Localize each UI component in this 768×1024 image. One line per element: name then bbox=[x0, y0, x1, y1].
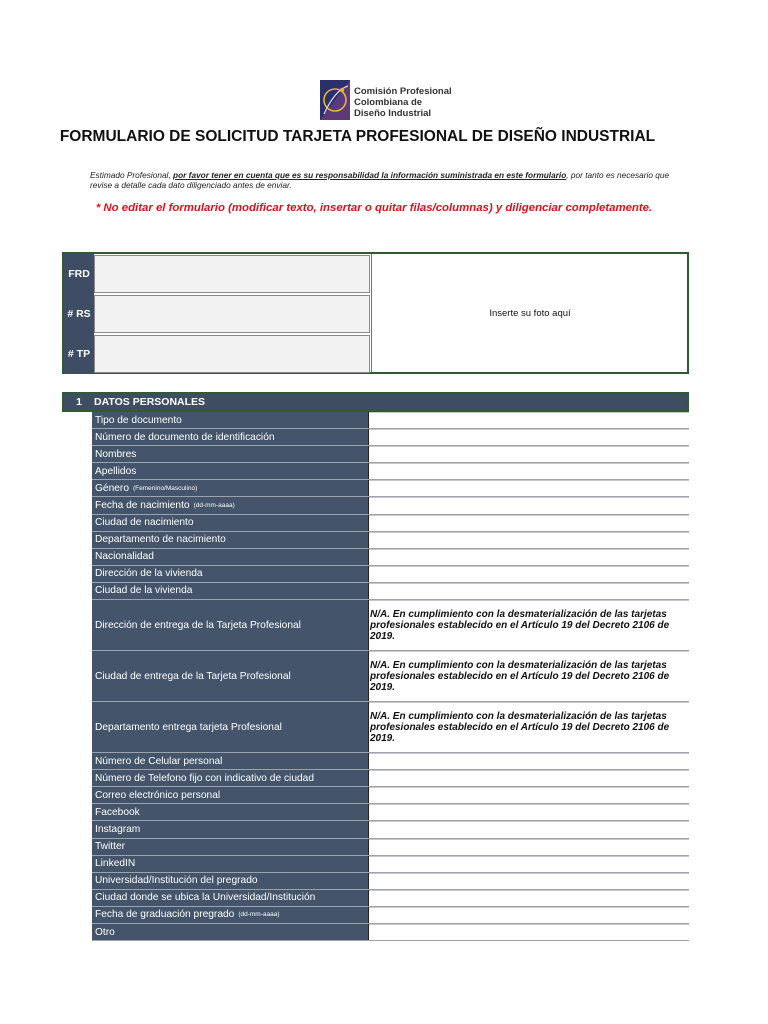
logo-line: Diseño Industrial bbox=[354, 108, 432, 119]
field-format-hint: (dd-mm-aaaa) bbox=[238, 911, 280, 919]
field-label bbox=[92, 651, 369, 701]
field-label bbox=[92, 446, 369, 462]
field-label bbox=[92, 463, 369, 479]
form-row bbox=[92, 821, 689, 838]
field-label-text: Ciudad de entrega de la Tarjeta Profesional bbox=[95, 670, 291, 682]
form-row bbox=[92, 412, 689, 429]
field-input[interactable] bbox=[369, 549, 689, 565]
logo-line: Comisión Profesional bbox=[354, 86, 452, 97]
field-label bbox=[92, 497, 369, 513]
section-number: 1 bbox=[76, 396, 82, 408]
field-input[interactable] bbox=[369, 924, 689, 940]
field-label-text: Número de Telefono fijo con indicativo de ciudad bbox=[95, 772, 314, 784]
field-label-text: Apellidos bbox=[95, 465, 137, 477]
field-label bbox=[92, 787, 369, 803]
form-row bbox=[92, 515, 689, 532]
field-label-text: Nacionalidad bbox=[95, 551, 154, 563]
field-label-text: Ciudad de nacimiento bbox=[95, 517, 194, 529]
field-label bbox=[92, 702, 369, 752]
field-label-text: Departamento entrega tarjeta Profesional bbox=[95, 721, 282, 733]
field-label bbox=[92, 515, 369, 531]
section-header bbox=[62, 392, 689, 412]
field-input[interactable] bbox=[369, 429, 689, 445]
logo-line: Colombiana de bbox=[354, 97, 423, 108]
field-label-text: Twitter bbox=[95, 841, 125, 853]
field-label bbox=[92, 549, 369, 565]
field-input[interactable] bbox=[369, 566, 689, 582]
field-label bbox=[92, 890, 369, 906]
form-row bbox=[92, 497, 689, 514]
field-value: N/A. En cumplimiento con la desmaterialización de las tarjetas profesionales establecido en el Artículo 19 del Decreto 2106 de 2019. bbox=[370, 609, 670, 643]
field-label-text: Género bbox=[95, 482, 129, 494]
field-label bbox=[92, 907, 369, 923]
field-label bbox=[92, 770, 369, 786]
field-label bbox=[92, 412, 369, 428]
field-label-text: Fecha de nacimiento bbox=[95, 500, 190, 512]
field-input[interactable] bbox=[369, 856, 689, 872]
intro-emphasis: por favor tener en cuenta que es su responsabilidad la información suministrada en este formulario bbox=[173, 170, 567, 180]
field-label-text: Instagram bbox=[95, 823, 141, 835]
field-label-text: Nombres bbox=[95, 448, 137, 460]
field-input[interactable] bbox=[369, 651, 689, 701]
personal-data-section bbox=[62, 392, 689, 941]
photo-text: Inserte su foto aquí bbox=[489, 307, 571, 319]
intro-post: , por tanto es necesario que revise a detalle cada dato diligenciado antes de enviar. bbox=[90, 170, 670, 190]
field-label-text: Correo electrónico personal bbox=[95, 789, 221, 801]
field-label bbox=[92, 753, 369, 769]
field-value: N/A. En cumplimiento con la desmaterialización de las tarjetas profesionales establecido en el Artículo 19 del Decreto 2106 de 2019. bbox=[370, 660, 670, 694]
field-input[interactable] bbox=[369, 702, 689, 752]
form-row bbox=[92, 480, 689, 497]
field-input[interactable] bbox=[369, 839, 689, 855]
form-rows bbox=[92, 412, 689, 941]
intro-text bbox=[90, 170, 670, 190]
field-input[interactable] bbox=[369, 600, 689, 650]
logo-text bbox=[354, 86, 452, 119]
field-input[interactable] bbox=[369, 804, 689, 820]
form-row bbox=[92, 856, 689, 873]
field-label-text: LinkedIN bbox=[95, 858, 136, 870]
field-input[interactable] bbox=[369, 532, 689, 548]
form-row bbox=[92, 702, 689, 753]
photo-placeholder[interactable] bbox=[371, 254, 688, 372]
form-row bbox=[92, 583, 689, 600]
form-row bbox=[92, 600, 689, 651]
field-input[interactable] bbox=[369, 515, 689, 531]
field-value: N/A. En cumplimiento con la desmaterialización de las tarjetas profesionales establecido en el Artículo 19 del Decreto 2106 de 2019. bbox=[370, 711, 670, 745]
field-label bbox=[92, 566, 369, 582]
field-label bbox=[92, 600, 369, 650]
field-input[interactable] bbox=[369, 446, 689, 462]
field-input[interactable] bbox=[369, 753, 689, 769]
field-label bbox=[92, 821, 369, 837]
frd-field[interactable] bbox=[94, 255, 370, 293]
field-input[interactable] bbox=[369, 412, 689, 428]
field-label-text: Facebook bbox=[95, 806, 140, 818]
form-row bbox=[92, 839, 689, 856]
field-input[interactable] bbox=[369, 497, 689, 513]
form-row bbox=[92, 429, 689, 446]
form-row bbox=[92, 873, 689, 890]
field-label-text: Tipo de documento bbox=[95, 414, 182, 426]
id-box bbox=[62, 252, 689, 374]
field-input[interactable] bbox=[369, 890, 689, 906]
field-label-text: Ciudad donde se ubica la Universidad/Institución bbox=[95, 892, 316, 904]
rs-label: # RS bbox=[64, 294, 94, 334]
field-label bbox=[92, 804, 369, 820]
field-label bbox=[92, 924, 369, 940]
tp-label: # TP bbox=[64, 334, 94, 374]
form-row bbox=[92, 770, 689, 787]
form-row bbox=[92, 446, 689, 463]
tp-field[interactable] bbox=[94, 335, 370, 373]
field-label-text: Universidad/Institución del pregrado bbox=[95, 875, 258, 887]
field-label-text: Otro bbox=[95, 926, 115, 938]
field-label-text: Ciudad de la vivienda bbox=[95, 585, 193, 597]
field-input[interactable] bbox=[369, 770, 689, 786]
field-input[interactable] bbox=[369, 787, 689, 803]
field-input[interactable] bbox=[369, 463, 689, 479]
intro-pre: Estimado Profesional, bbox=[90, 170, 174, 180]
field-format-hint: (Femenino/Masculino) bbox=[132, 484, 198, 492]
form-row bbox=[92, 787, 689, 804]
field-label bbox=[92, 839, 369, 855]
form-row bbox=[92, 804, 689, 821]
field-input[interactable] bbox=[369, 873, 689, 889]
field-label-text: Dirección de entrega de la Tarjeta Profesional bbox=[95, 619, 301, 631]
logo-mark-icon bbox=[320, 80, 350, 120]
field-label bbox=[92, 429, 369, 445]
field-label bbox=[92, 583, 369, 599]
field-input[interactable] bbox=[369, 907, 689, 923]
form-row bbox=[92, 907, 689, 924]
form-row bbox=[92, 566, 689, 583]
organization-logo bbox=[320, 80, 480, 122]
form-row bbox=[92, 549, 689, 566]
form-row bbox=[92, 924, 689, 941]
field-format-hint: (dd-mm-aaaa) bbox=[193, 502, 235, 510]
warning-text: * No editar el formulario (modificar texto, insertar o quitar filas/columnas) y diligenciar completamente. bbox=[95, 202, 653, 214]
field-input[interactable] bbox=[369, 480, 689, 496]
field-label bbox=[92, 856, 369, 872]
form-row bbox=[92, 532, 689, 549]
field-label bbox=[92, 873, 369, 889]
form-row bbox=[92, 890, 689, 907]
rs-field[interactable] bbox=[94, 295, 370, 333]
frd-label: FRD bbox=[64, 254, 94, 294]
field-label-text: Departamento de nacimiento bbox=[95, 534, 226, 546]
section-title: DATOS PERSONALES bbox=[94, 396, 206, 408]
field-label-text: Fecha de graduación pregrado bbox=[95, 909, 235, 921]
field-label bbox=[92, 532, 369, 548]
form-row bbox=[92, 753, 689, 770]
form-row bbox=[92, 651, 689, 702]
field-input[interactable] bbox=[369, 821, 689, 837]
form-row bbox=[92, 463, 689, 480]
field-label-text: Dirección de la vivienda bbox=[95, 568, 203, 580]
field-input[interactable] bbox=[369, 583, 689, 599]
field-label bbox=[92, 480, 369, 496]
field-label-text: Número de Celular personal bbox=[95, 755, 223, 767]
form-title: FORMULARIO DE SOLICITUD TARJETA PROFESIONAL DE DISEÑO INDUSTRIAL bbox=[59, 128, 656, 145]
field-label-text: Número de documento de identificación bbox=[95, 431, 275, 443]
